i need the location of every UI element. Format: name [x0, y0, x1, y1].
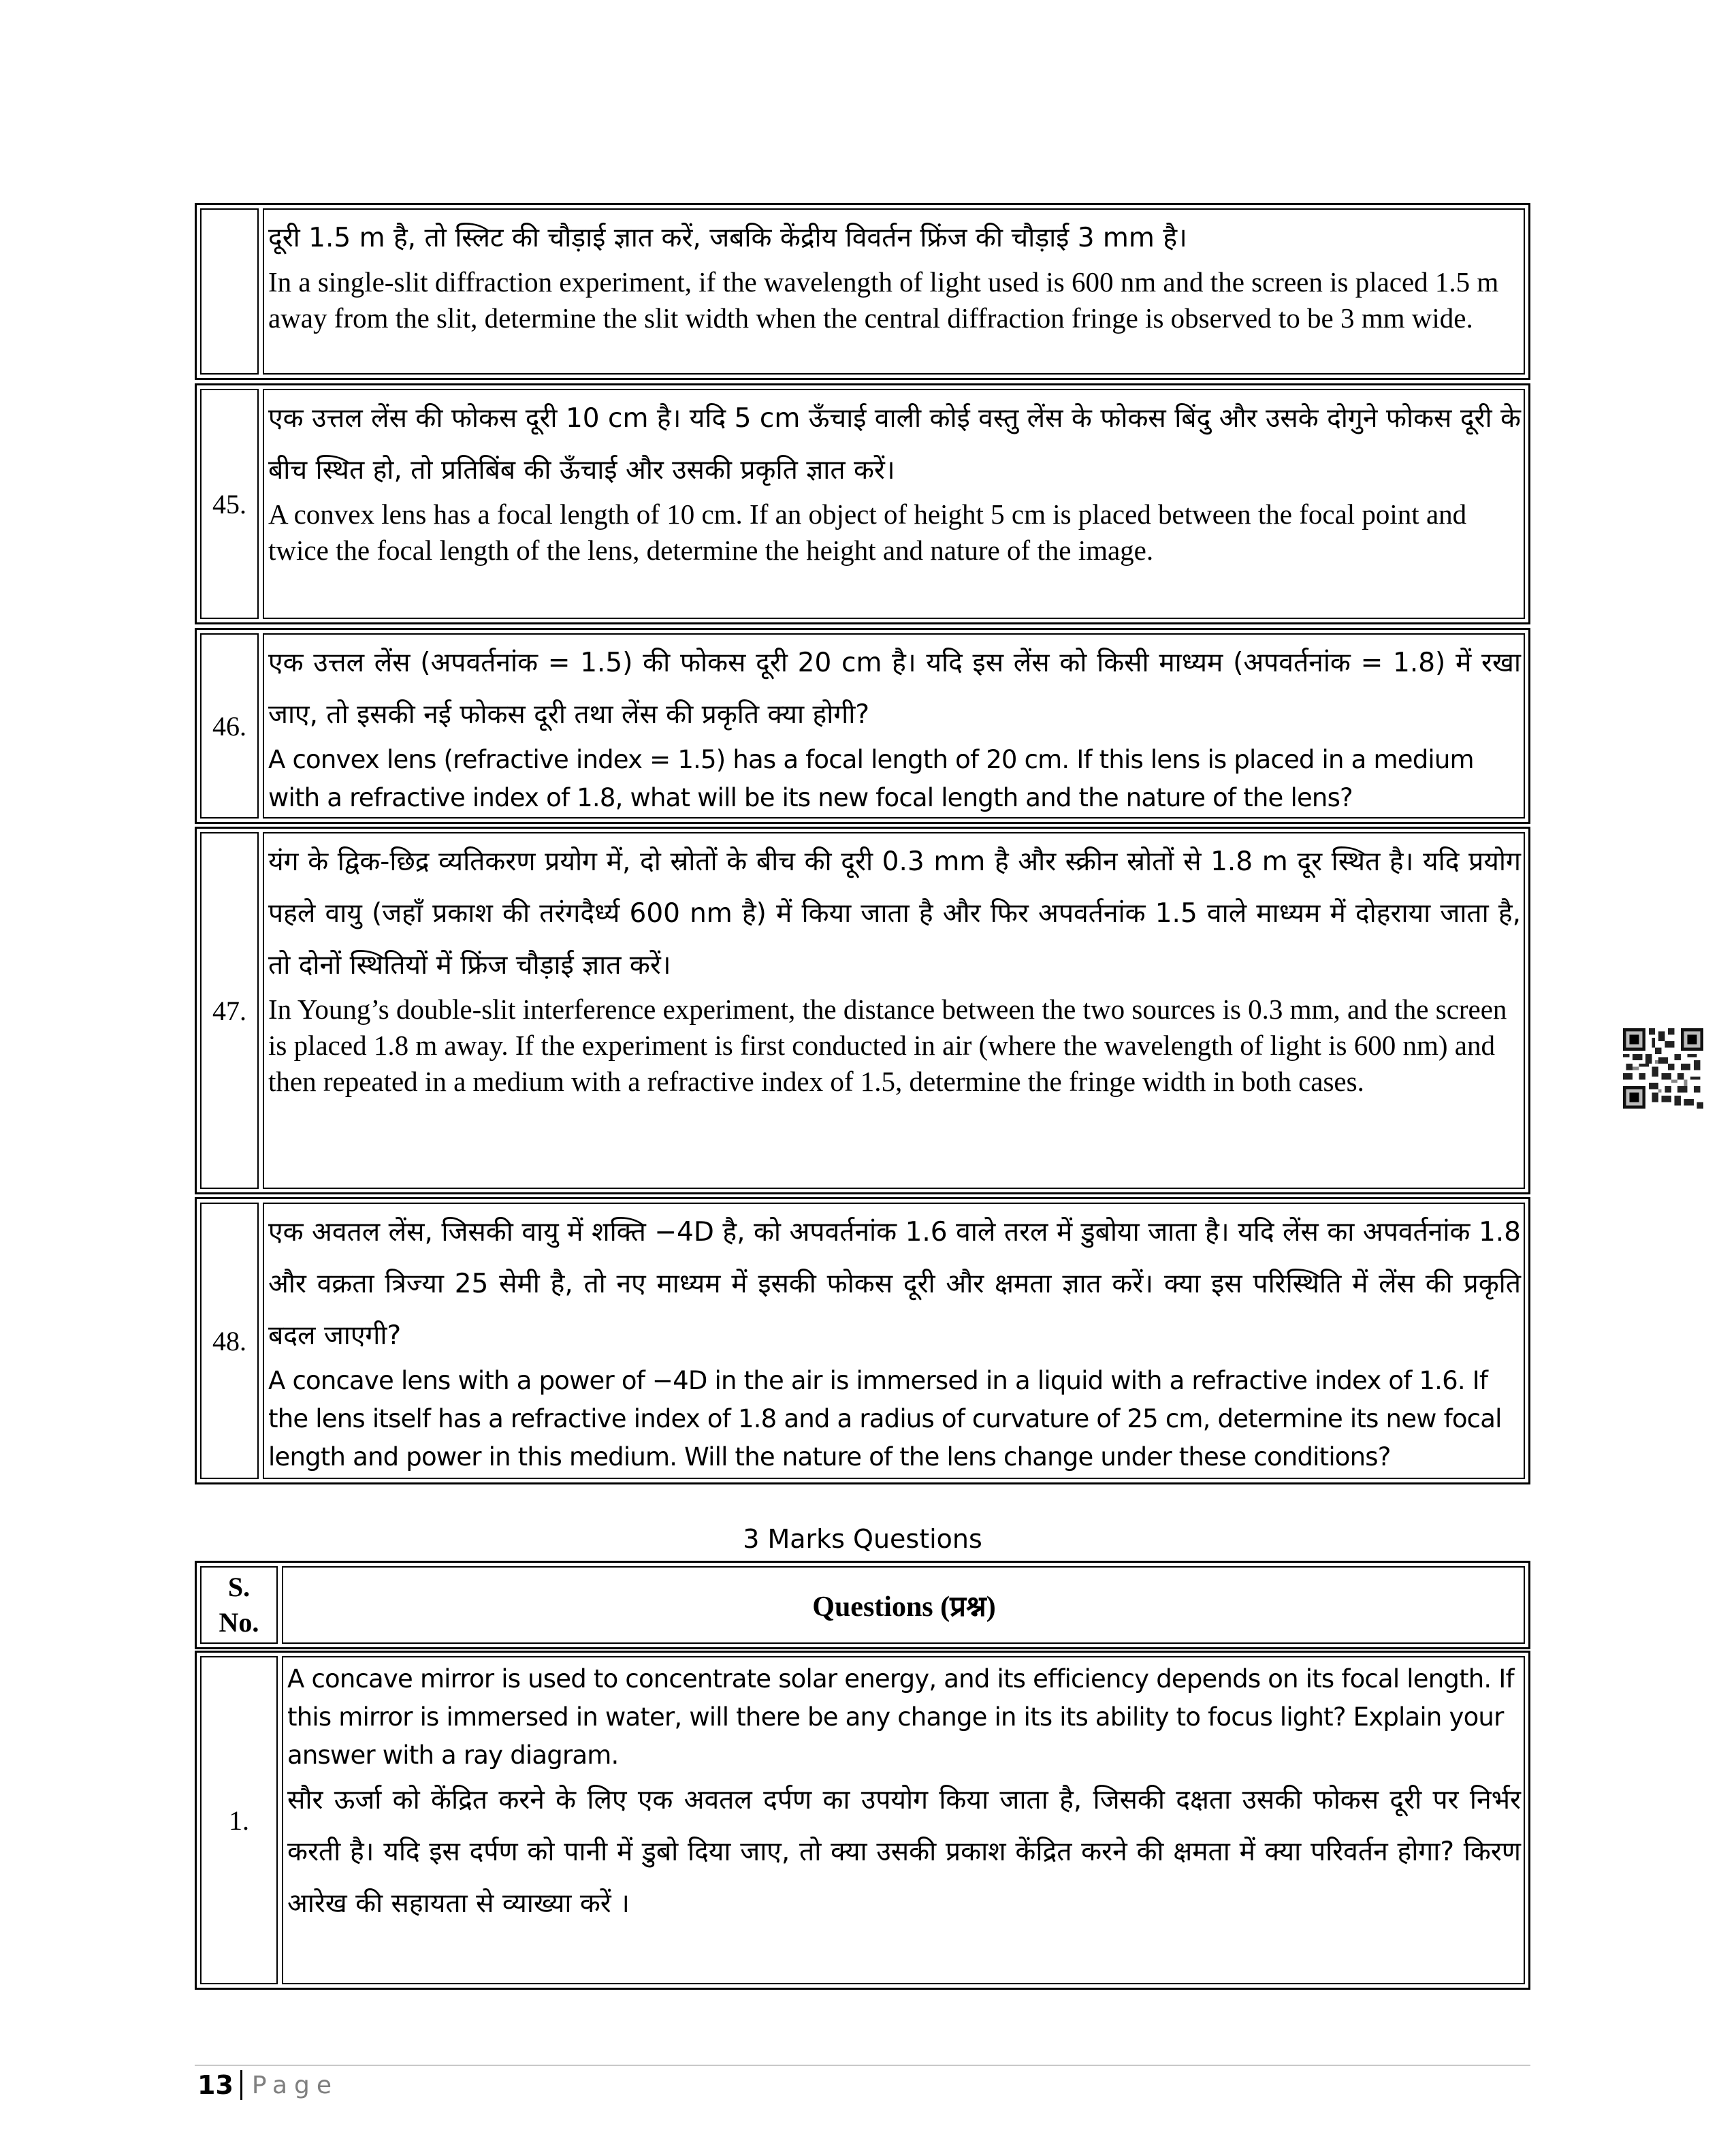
- footer-separator: [240, 2070, 242, 2100]
- question-english: A concave mirror is used to concentrate solar energy, and its efficiency depends on its focal length. If this mirror is immersed in water, will there be any change in its its ability to focus light? Explain your answer with a ray diagram.: [287, 1664, 1514, 1770]
- question-hindi: दूरी 1.5 m है, तो स्लिट की चौड़ाई ज्ञात करें, जबकि केंद्रीय विवर्तन फ्रिंज की चौड़ाई 3 mm है।: [268, 223, 1187, 253]
- header-questions: Questions (प्रश्न): [282, 1566, 1525, 1644]
- question-english: In a single-slit diffraction experiment, if the wavelength of light used is 600 nm and the screen is placed 1.5 m away from the slit, determine the slit width when the central diffraction fringe is observed to be 3 mm wide.: [268, 266, 1499, 334]
- table-header: [195, 1561, 1530, 1649]
- question-hindi: एक अवतल लेंस, जिसकी वायु में शक्ति −4D है, को अपवर्तनांक 1.6 वाले तरल में डुबोया जाता है। यदि लेंस का अपवर्तनांक 1.8 और वक्रता त्रिज्या 25 सेमी है, तो नए माध्यम में इसकी फोकस दूरी और क्षमता ज्ञात करें। क्या इस परिस्थिति में लेंस की प्रकृति बदल जाएगी?: [268, 1217, 1521, 1351]
- header-serial-number: [200, 1566, 278, 1644]
- page-footer: [197, 2070, 338, 2100]
- question-block-48: [195, 1197, 1530, 1484]
- question-number: [200, 208, 259, 375]
- page-label: Page: [251, 2071, 339, 2099]
- question-block-3m-1: [195, 1651, 1530, 1990]
- header-sno-line1: S.: [227, 1572, 251, 1602]
- question-text: [263, 832, 1525, 1189]
- question-number: 45.: [200, 389, 259, 619]
- question-text: [282, 1656, 1525, 1984]
- question-english: A convex lens has a focal length of 10 cm. If an object of height 5 cm is placed between the focal point and twice the focal length of the lens, determine the height and nature of the image.: [268, 498, 1467, 566]
- question-hindi: सौर ऊर्जा को केंद्रित करने के लिए एक अवतल दर्पण का उपयोग किया जाता है, जिसकी दक्षता उसकी फोकस दूरी पर निर्भर करती है। यदि इस दर्पण को पानी में डुबो दिया जाए, तो क्या उसकी प्रकाश केंद्रित करने की क्षमता में क्या परिवर्तन होगा? किरण आरेख की सहायता से व्याख्या करें ।: [287, 1785, 1521, 1919]
- question-block-44-continued: [195, 203, 1530, 380]
- question-number: 46.: [200, 633, 259, 819]
- question-text: [263, 389, 1525, 619]
- qr-code-icon: [1623, 1028, 1703, 1109]
- question-block-45: [195, 383, 1530, 624]
- question-hindi: एक उत्तल लेंस की फोकस दूरी 10 cm है। यदि 5 cm ऊँचाई वाली कोई वस्तु लेंस के फोकस बिंदु और उसके दोगुने फोकस दूरी के बीच स्थित हो, तो प्रतिबिंब की ऊँचाई और उसकी प्रकृति ज्ञात करें।: [268, 403, 1521, 486]
- question-english: A convex lens (refractive index = 1.5) has a focal length of 20 cm. If this lens is placed in a medium with a refractive index of 1.8, what will be its new focal length and the nature of the lens?: [268, 745, 1474, 812]
- question-number: 47.: [200, 832, 259, 1189]
- question-english: In Young’s double-slit interference experiment, the distance between the two sources is 0.3 mm, and the screen is placed 1.8 m away. If the experiment is first conducted in air (where the wavelength of light is 600 nm) and then repeated in a medium with a refractive index of 1.5, determine the fringe width in both cases.: [268, 994, 1507, 1097]
- question-english: A concave lens with a power of −4D in the air is immersed in a liquid with a refractive index of 1.6. If the lens itself has a refractive index of 1.8 and a radius of curvature of 25 cm, determine its new focal length and power in this medium. Will the nature of the lens change under these conditions?: [268, 1366, 1502, 1472]
- question-hindi: यंग के द्विक-छिद्र व्यतिकरण प्रयोग में, दो स्रोतों के बीच की दूरी 0.3 mm है और स्क्रीन स्रोतों से 1.8 m दूर स्थित है। यदि प्रयोग पहले वायु (जहाँ प्रकाश की तरंगदैर्ध्य 600 nm है) में किया जाता है और फिर अपवर्तनांक 1.5 वाले माध्यम में दोहराया जाता है, तो दोनों स्थितियों में फ्रिंज चौड़ाई ज्ञात करें।: [268, 846, 1521, 981]
- page-number: 13: [197, 2070, 234, 2100]
- footer-divider: [195, 2065, 1530, 2066]
- question-hindi: एक उत्तल लेंस (अपवर्तनांक = 1.5) की फोकस दूरी 20 cm है। यदि इस लेंस को किसी माध्यम (अपवर्तनांक = 1.8) में रखा जाए, तो इसकी नई फोकस दूरी तथा लेंस की प्रकृति क्या होगी?: [268, 648, 1521, 730]
- question-text: [263, 633, 1525, 819]
- section-title: 3 Marks Questions: [743, 1524, 982, 1554]
- question-block-46: [195, 628, 1530, 824]
- question-block-47: [195, 827, 1530, 1194]
- header-sno-line2: No.: [219, 1607, 259, 1638]
- question-text: [263, 208, 1525, 375]
- question-number: 48.: [200, 1203, 259, 1479]
- question-number: 1.: [200, 1656, 278, 1984]
- question-text: [263, 1203, 1525, 1479]
